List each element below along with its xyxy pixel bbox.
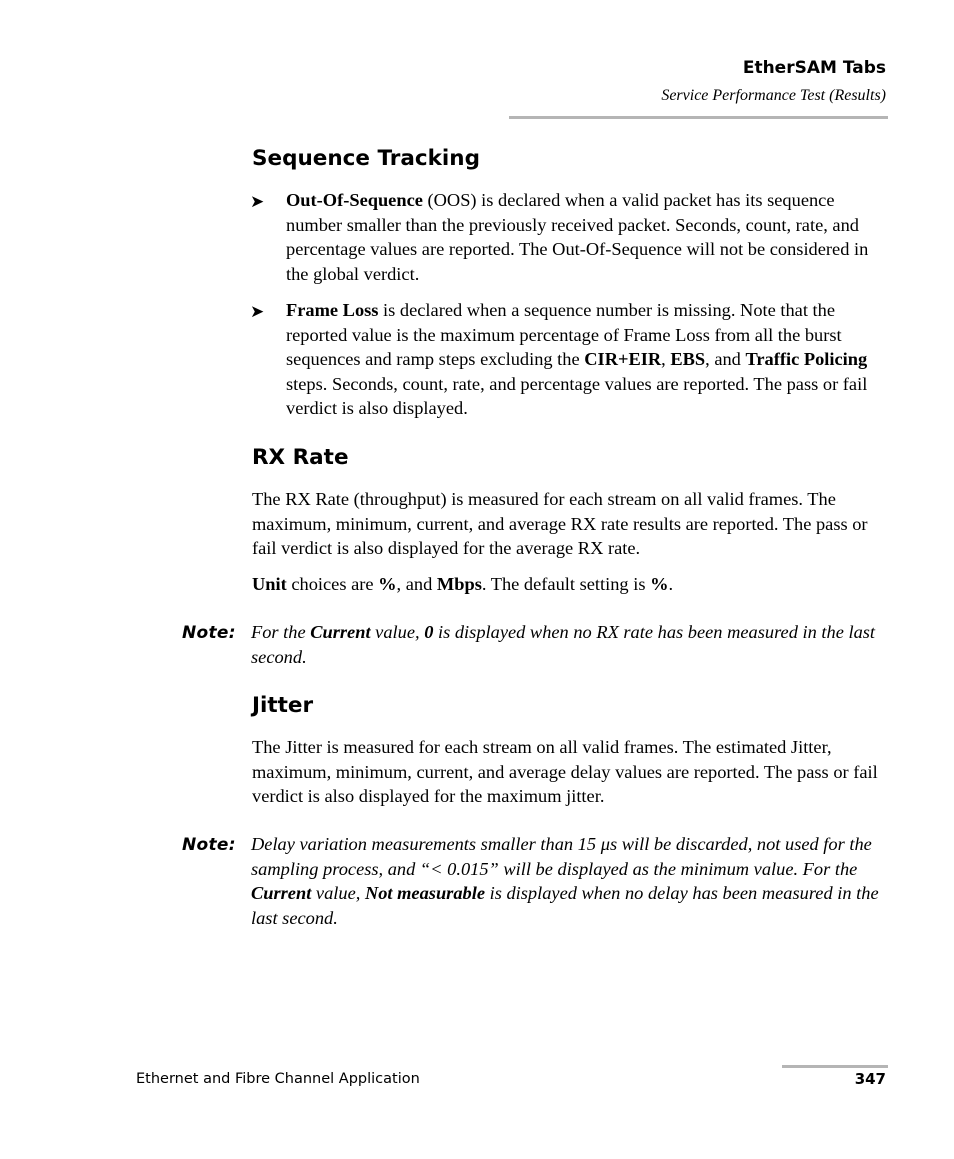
bullet-arrow-icon: ➤	[250, 192, 265, 211]
footer-rule	[782, 1065, 888, 1068]
unit-text: choices are	[286, 574, 379, 594]
note-text: is displayed when no RX rate has been measured in the last second.	[251, 622, 876, 667]
note-term-current: Current	[310, 622, 371, 642]
rx-rate-note	[251, 620, 891, 669]
page-number: 347	[854, 1070, 886, 1088]
sequence-tracking-heading: Sequence Tracking	[252, 146, 480, 171]
term-frame-loss: Frame Loss	[286, 300, 379, 320]
header-rule	[509, 116, 888, 119]
unit-option-percent: %	[378, 574, 397, 594]
bullet-text: steps. Seconds, count, rate, and percentage values are reported. The pass or fail verdict is also displayed.	[286, 373, 868, 419]
term-traffic-policing: Traffic Policing	[745, 349, 868, 370]
term-cir-eir: CIR+EIR	[584, 349, 662, 370]
note-text: value,	[311, 883, 365, 904]
jitter-heading: Jitter	[252, 693, 314, 718]
bullet-text: is declared when a sequence number is missing. Note that the reported value is the maximum percentage of Frame Loss from all the burst sequences and ramp steps excluding the	[286, 300, 842, 370]
note-text: For the	[251, 622, 311, 642]
jitter-paragraph: The Jitter is measured for each stream on all valid frames. The estimated Jitter, maximum, minimum, current, and average delay values are reported. The pass or fail verdict is also displayed for the maximum jitter.	[252, 737, 878, 807]
unit-text: , and	[396, 574, 437, 594]
rx-rate-unit-paragraph	[252, 572, 888, 597]
bullet-frame-loss	[286, 298, 888, 421]
note-label: Note:	[182, 835, 236, 855]
term-out-of-sequence: Out-Of-Sequence	[286, 190, 423, 210]
bullet-text: , and	[705, 349, 746, 370]
note-term-zero: 0	[424, 622, 434, 642]
note-term-not-measurable: Not measurable	[364, 883, 485, 904]
bullet-text: ,	[661, 349, 671, 370]
note-term-current: Current	[251, 883, 312, 904]
bullet-arrow-icon: ➤	[250, 302, 265, 321]
unit-option-mbps: Mbps	[436, 574, 482, 594]
footer-document-title: Ethernet and Fibre Channel Application	[136, 1071, 420, 1087]
term-unit: Unit	[252, 574, 287, 594]
jitter-note	[251, 832, 891, 930]
term-ebs: EBS	[670, 349, 706, 370]
rx-rate-paragraph: The RX Rate (throughput) is measured for each stream on all valid frames. The maximum, minimum, current, and average RX rate results are reported. The pass or fail verdict is also displayed for the average RX rate.	[252, 489, 868, 559]
bullet-text: (OOS) is declared when a valid packet has its sequence number smaller than the previously received packet. Seconds, count, rate, and percentage values are reported. The Out-Of-Sequence will not be considered in the global verdict.	[286, 190, 869, 284]
note-text: value,	[370, 622, 425, 642]
bullet-out-of-sequence	[286, 188, 888, 286]
running-header-title: EtherSAM Tabs	[742, 58, 886, 78]
rx-rate-heading: RX Rate	[252, 445, 349, 470]
unit-default: %	[650, 574, 669, 594]
unit-text: .	[668, 574, 674, 594]
running-header-subtitle: Service Performance Test (Results)	[661, 87, 886, 104]
note-text: Delay variation measurements smaller than 15 μs will be discarded, not used for the sampling process, and “< 0.015” will be displayed as the minimum value. For the	[251, 834, 872, 879]
unit-text: . The default setting is	[481, 574, 651, 594]
note-label: Note:	[182, 623, 236, 643]
note-text: is displayed when no delay has been measured in the last second.	[251, 883, 879, 928]
